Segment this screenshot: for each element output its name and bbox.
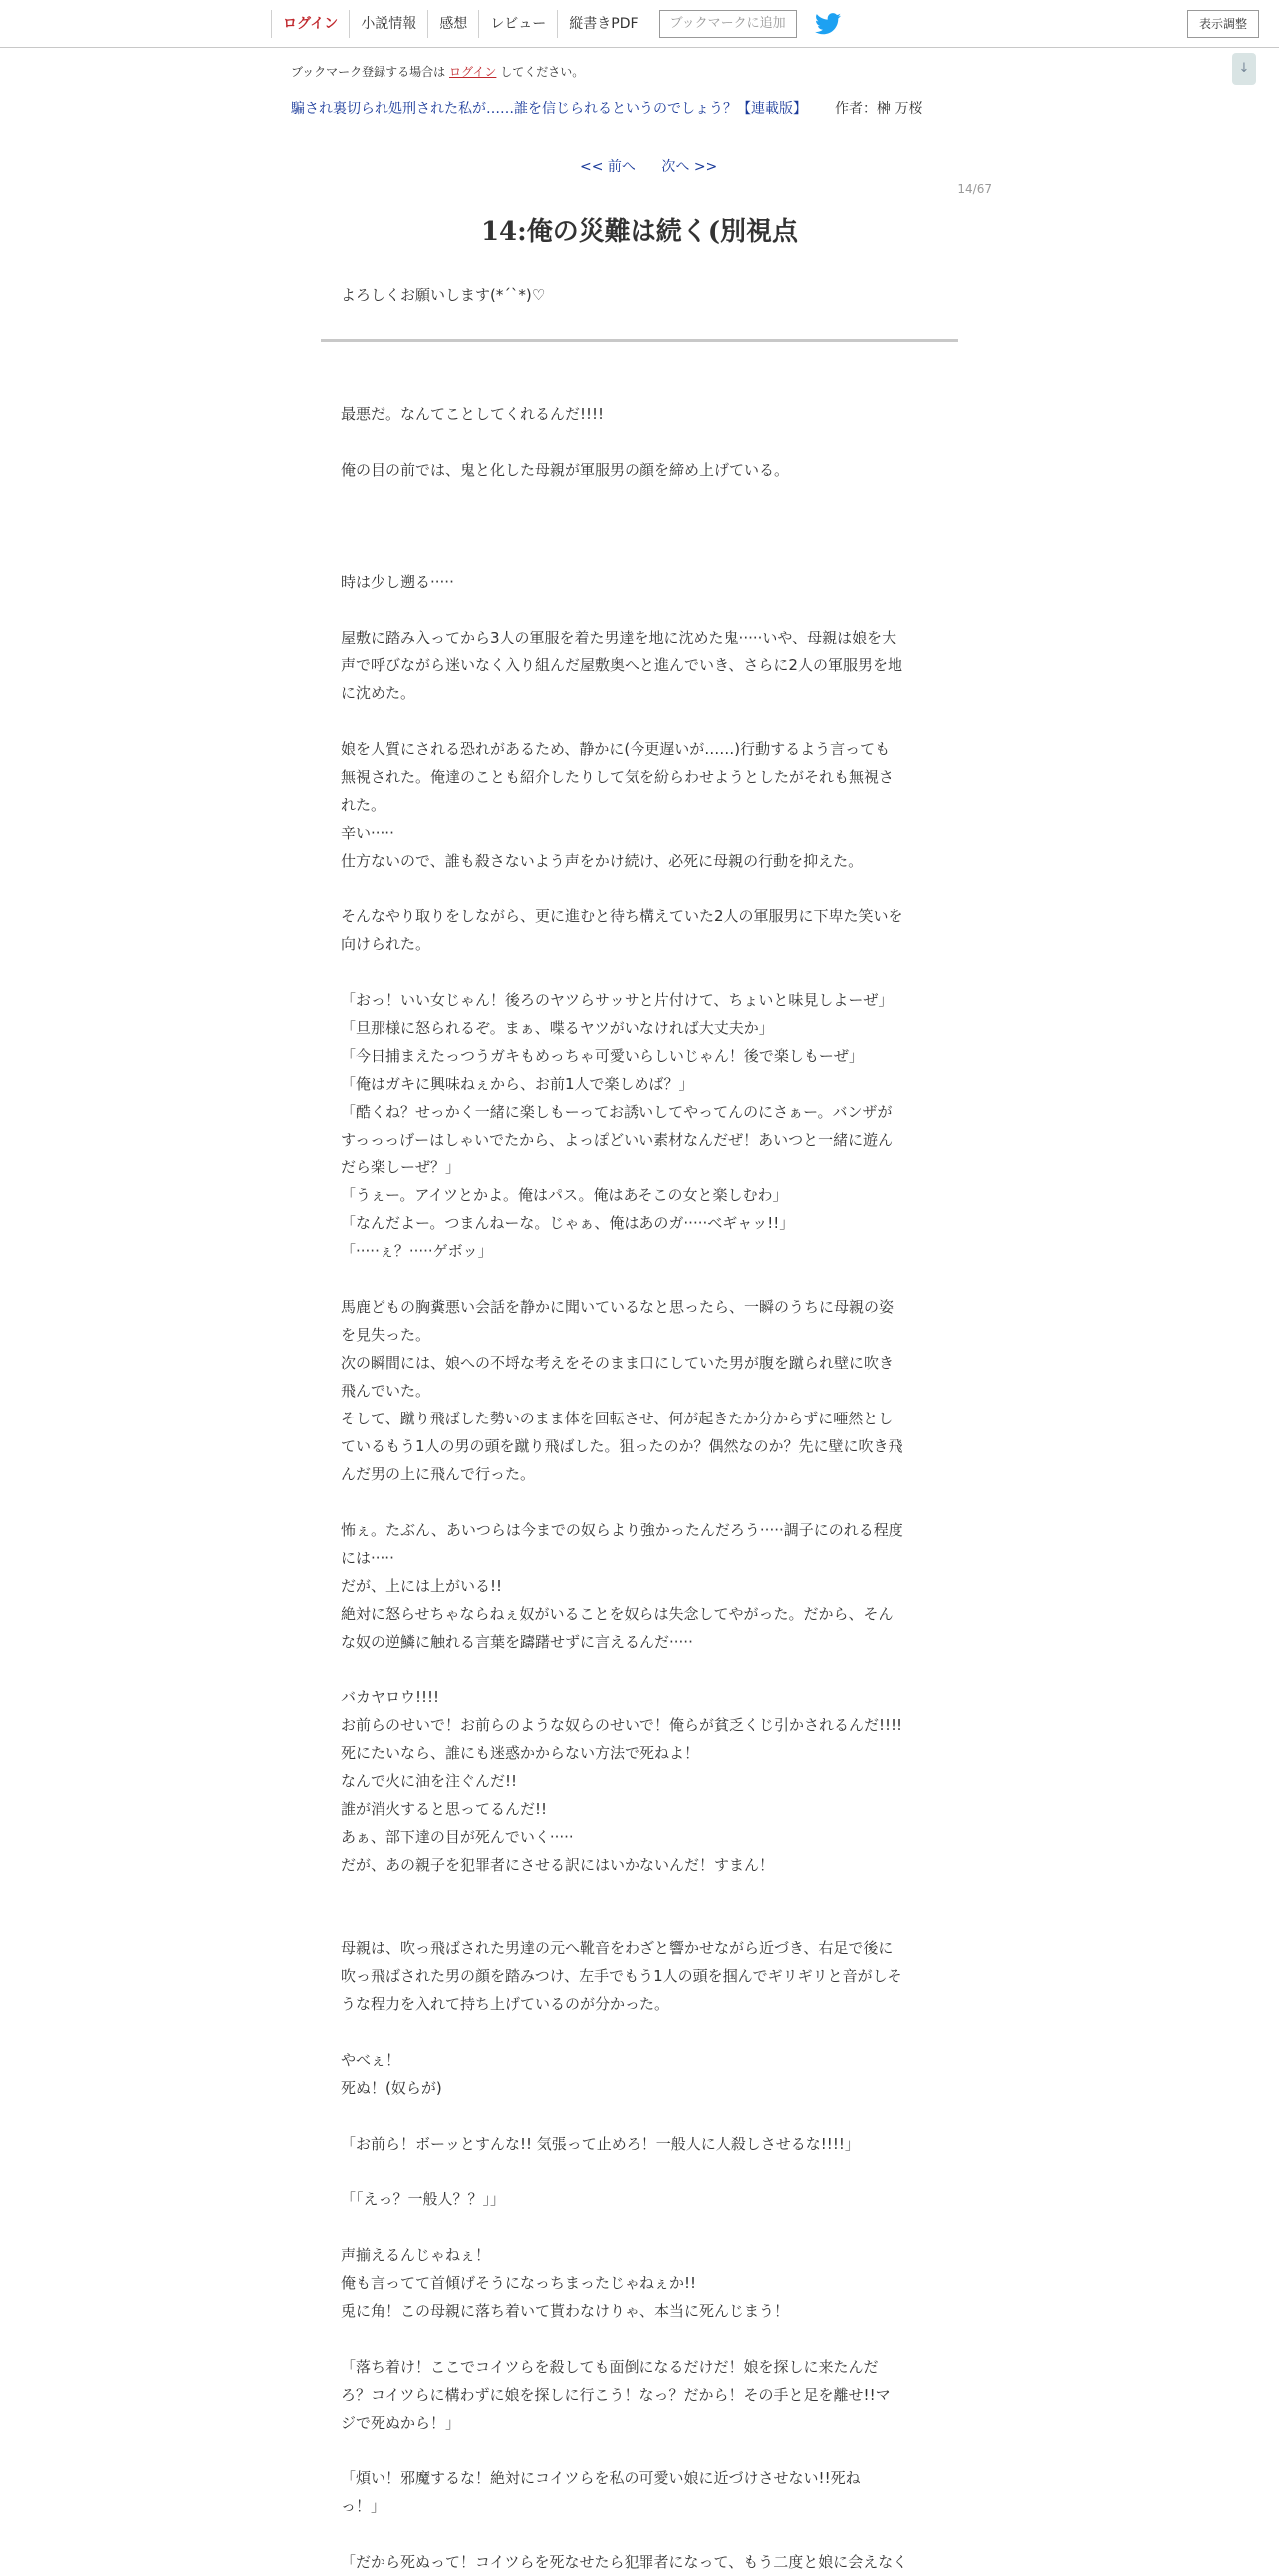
- body-line: 仕方ないので、誰も殺さないよう声をかけ続け、必死に母親の行動を抑えた。: [341, 852, 864, 870]
- body-line: [341, 1656, 938, 1683]
- bookmark-note-suffix: してください。: [500, 65, 585, 79]
- body-line: 俺も言ってて首傾げそうになっちまったじゃねぇか!!: [341, 2274, 697, 2292]
- body-line: 「おっ！いい女じゃん！後ろのヤツらサッサと片付けて、ちょいと味見しよーぜ」: [341, 991, 894, 1009]
- body-line: 「なんだよー。つまんねーな。じゃぁ、俺はあのガ·····べギャッ!!」: [341, 1214, 795, 1232]
- body-line: なんで火に油を注ぐんだ!!: [341, 1772, 518, 1790]
- body-line: だが、上には上がいる!!: [341, 1577, 503, 1595]
- display-settings-button[interactable]: 表示調整: [1187, 10, 1259, 38]
- body-line: [341, 2437, 938, 2464]
- body-line: 「お前ら！ボーッとすんな!! 気張って止めろ！一般人に人殺しさせるな!!!!」: [341, 2135, 860, 2153]
- body-line: を見失った。: [341, 1326, 431, 1344]
- body-line: 次の瞬間には、娘への不埒な考えをそのまま口にしていた男が腹を蹴られ壁に吹き: [341, 1354, 895, 1372]
- body-line: [341, 596, 938, 624]
- body-line: だが、あの親子を犯罪者にさせる訳にはいかないんだ！すまん！: [341, 1856, 775, 1874]
- body-line: な奴の逆鱗に触れる言葉を躊躇せずに言えるんだ·····: [341, 1633, 693, 1651]
- body-line: バカヤロウ!!!!: [341, 1688, 440, 1706]
- body-line: [341, 2520, 938, 2548]
- body-line: 母親は、吹っ飛ばされた男達の元へ靴音をわざと響かせながら近づき、右足で後に: [341, 1939, 894, 1957]
- body-line: れた。: [341, 796, 386, 814]
- body-line: 「旦那様に怒られるぞ。まぁ、喋るヤツがいなければ大丈夫か」: [341, 1019, 774, 1037]
- body-line: 「うぇー。アイツとかよ。俺はパス。俺はあそこの女と楽しむわ」: [341, 1186, 788, 1204]
- top-bar: [0, 0, 1279, 48]
- body-line: [341, 958, 938, 986]
- body-line: ているもう1人の男の頭を蹴り飛ばした。狙ったのか？偶然なのか？先に壁に吹き飛: [341, 1437, 903, 1455]
- body-line: [341, 484, 938, 512]
- top-nav: [271, 10, 841, 38]
- nav-review[interactable]: レビュー: [478, 10, 557, 38]
- body-line: 「酷くね？せっかく一緒に楽しもーってお誘いしてやってんのにさぁー。バンザが: [341, 1103, 893, 1121]
- body-line: 吹っ飛ばされた男の顔を踏みつけ、左手でもう1人の頭を掴んでギリギリと音がしそ: [341, 1967, 902, 1985]
- body-line: ジで死ぬから！」: [341, 2414, 461, 2432]
- body-line: 「落ち着け！ここでコイツらを殺しても面倒になるだけだ！娘を探しに来たんだ: [341, 2358, 879, 2376]
- body-line: に沈めた。: [341, 684, 416, 702]
- body-line: 馬鹿どもの胸糞悪い会話を静かに聞いているなと思ったら、一瞬のうちに母親の姿: [341, 1298, 895, 1316]
- body-line: 向けられた。: [341, 935, 431, 953]
- body-line: [341, 707, 938, 735]
- body-line: [341, 2158, 938, 2186]
- body-line: 娘を人質にされる恐れがあるため、静かに(今更遅いが……)行動するよう言っても: [341, 740, 891, 758]
- body-line: には·····: [341, 1549, 394, 1567]
- bookmark-note-login-link[interactable]: ログイン: [449, 65, 497, 79]
- preface-divider: [321, 339, 958, 342]
- body-line: 「今日捕まえたっつうガキもめっちゃ可愛いらしいじゃん！後で楽しもーぜ」: [341, 1047, 864, 1065]
- body-line: 「「えっ？一般人？？」」: [341, 2190, 506, 2208]
- body-line: 「·····ぇ？·····ゲボッ」: [341, 1242, 493, 1260]
- body-line: 絶対に怒らせちゃならねぇ奴がいることを奴らは失念してやがった。だから、そん: [341, 1605, 894, 1623]
- body-line: 飛んでいた。: [341, 1382, 431, 1400]
- body-line: [341, 1265, 938, 1293]
- body-line: 怖ぇ。たぶん、あいつらは今までの奴らより強かったんだろう·····調子にのれる程度: [341, 1521, 903, 1539]
- body-line: 「だから死ぬって！コイツらを死なせたら犯罪者になって、もう二度と娘に会えなく: [341, 2553, 908, 2571]
- body-line: [341, 1488, 938, 1516]
- body-line: そんなやり取りをしながら、更に進むと待ち構えていた2人の軍服男に下卑た笑いを: [341, 907, 903, 925]
- body-line: っ！」: [341, 2497, 386, 2515]
- twitter-icon[interactable]: [815, 13, 841, 35]
- body-line: [341, 2102, 938, 2130]
- body-line: [341, 875, 938, 902]
- body-line: んだ男の上に飛んで行った。: [341, 1465, 536, 1483]
- body-line: すっっっげーはしゃいでたから、よっぽどいい素材なんだぜ！あいつと一緒に遊ん: [341, 1131, 894, 1149]
- body-line: 無視された。俺達のことも紹介したりして気を紛らわせようとしたがそれも無視さ: [341, 768, 895, 786]
- body-line: 声揃えるんじゃねぇ！: [341, 2246, 491, 2264]
- chapter-preface: よろしくお願いします(*´`*)♡: [341, 286, 546, 304]
- author-name: 作者：榊 万桜: [835, 101, 923, 117]
- chapter-title: 14:俺の災難は続く(別視点: [480, 217, 799, 247]
- body-line: 兎に角！この母親に落ち着いて貰わなけりゃ、本当に死んじまう！: [341, 2302, 790, 2320]
- nav-login[interactable]: ログイン: [271, 10, 349, 38]
- scroll-down-icon[interactable]: ↓: [1232, 53, 1256, 85]
- next-page-link[interactable]: 次へ >>: [661, 159, 718, 175]
- body-line: [341, 512, 938, 540]
- body-line: 最悪だ。なんてことしてくれるんだ!!!!: [341, 405, 605, 423]
- body-line: 屋敷に踏み入ってから3人の軍服を着た男達を地に沈めた鬼·····いや、母親は娘を大: [341, 629, 897, 646]
- body-line: [341, 428, 938, 456]
- page-count: 14/67: [957, 182, 992, 196]
- body-line: 死ぬ！(奴らが): [341, 2079, 442, 2097]
- body-line: [341, 2018, 938, 2046]
- body-line: ろ？コイツらに構わずに娘を探しに行こう！なっ？だから！その手と足を離せ!!マ: [341, 2386, 891, 2404]
- nav-impressions[interactable]: 感想: [427, 10, 478, 38]
- body-line: 声で呼びながら迷いなく入り組んだ屋敷奥へと進んでいき、さらに2人の軍服男を地: [341, 656, 902, 674]
- chapter-body: [341, 400, 938, 2576]
- nav-vertical-pdf[interactable]: 縦書きPDF: [557, 10, 648, 38]
- body-line: [341, 1907, 938, 1934]
- body-line: 「煩い！邪魔するな！絶対にコイツらを私の可愛い娘に近づけさせない!!死ね: [341, 2469, 861, 2487]
- body-line: [341, 2213, 938, 2241]
- body-line: [341, 540, 938, 568]
- body-line: お前らのせいで！お前らのような奴らのせいで！俺らが貧乏くじ引かされるんだ!!!!: [341, 1716, 903, 1734]
- body-line: そして、蹴り飛ばした勢いのまま体を回転させ、何が起きたか分からずに唖然とし: [341, 1410, 894, 1427]
- pager: [580, 156, 739, 176]
- body-line: だら楽しーぜ？」: [341, 1159, 461, 1176]
- prev-page-link[interactable]: << 前へ: [580, 159, 636, 175]
- bookmark-login-note: [291, 63, 584, 80]
- body-line: 俺の目の前では、鬼と化した母親が軍服男の顔を締め上げている。: [341, 461, 790, 479]
- bookmark-note-prefix: ブックマーク登録する場合は: [291, 65, 446, 79]
- body-line: 辛い·····: [341, 824, 394, 842]
- body-line: 死にたいなら、誰にも迷惑かからない方法で死ねよ！: [341, 1744, 700, 1762]
- body-line: 時は少し遡る·····: [341, 573, 454, 591]
- bookmark-add-button[interactable]: ブックマークに追加: [659, 10, 797, 38]
- novel-title-link[interactable]: 騙され裏切られ処刑された私が……誰を信じられるというのでしょう？【連載版】: [291, 101, 807, 117]
- body-line: 「俺はガキに興味ねぇから、お前1人で楽しめば？」: [341, 1075, 694, 1093]
- body-line: あぁ、部下達の目が死んでいく·····: [341, 1828, 574, 1846]
- nav-novel-info[interactable]: 小説情報: [349, 10, 427, 38]
- body-line: うな程力を入れて持ち上げているのが分かった。: [341, 1995, 670, 2013]
- body-line: [341, 2325, 938, 2353]
- body-line: やべぇ！: [341, 2051, 401, 2069]
- body-line: 誰が消火すると思ってるんだ!!: [341, 1800, 548, 1818]
- body-line: [341, 1879, 938, 1907]
